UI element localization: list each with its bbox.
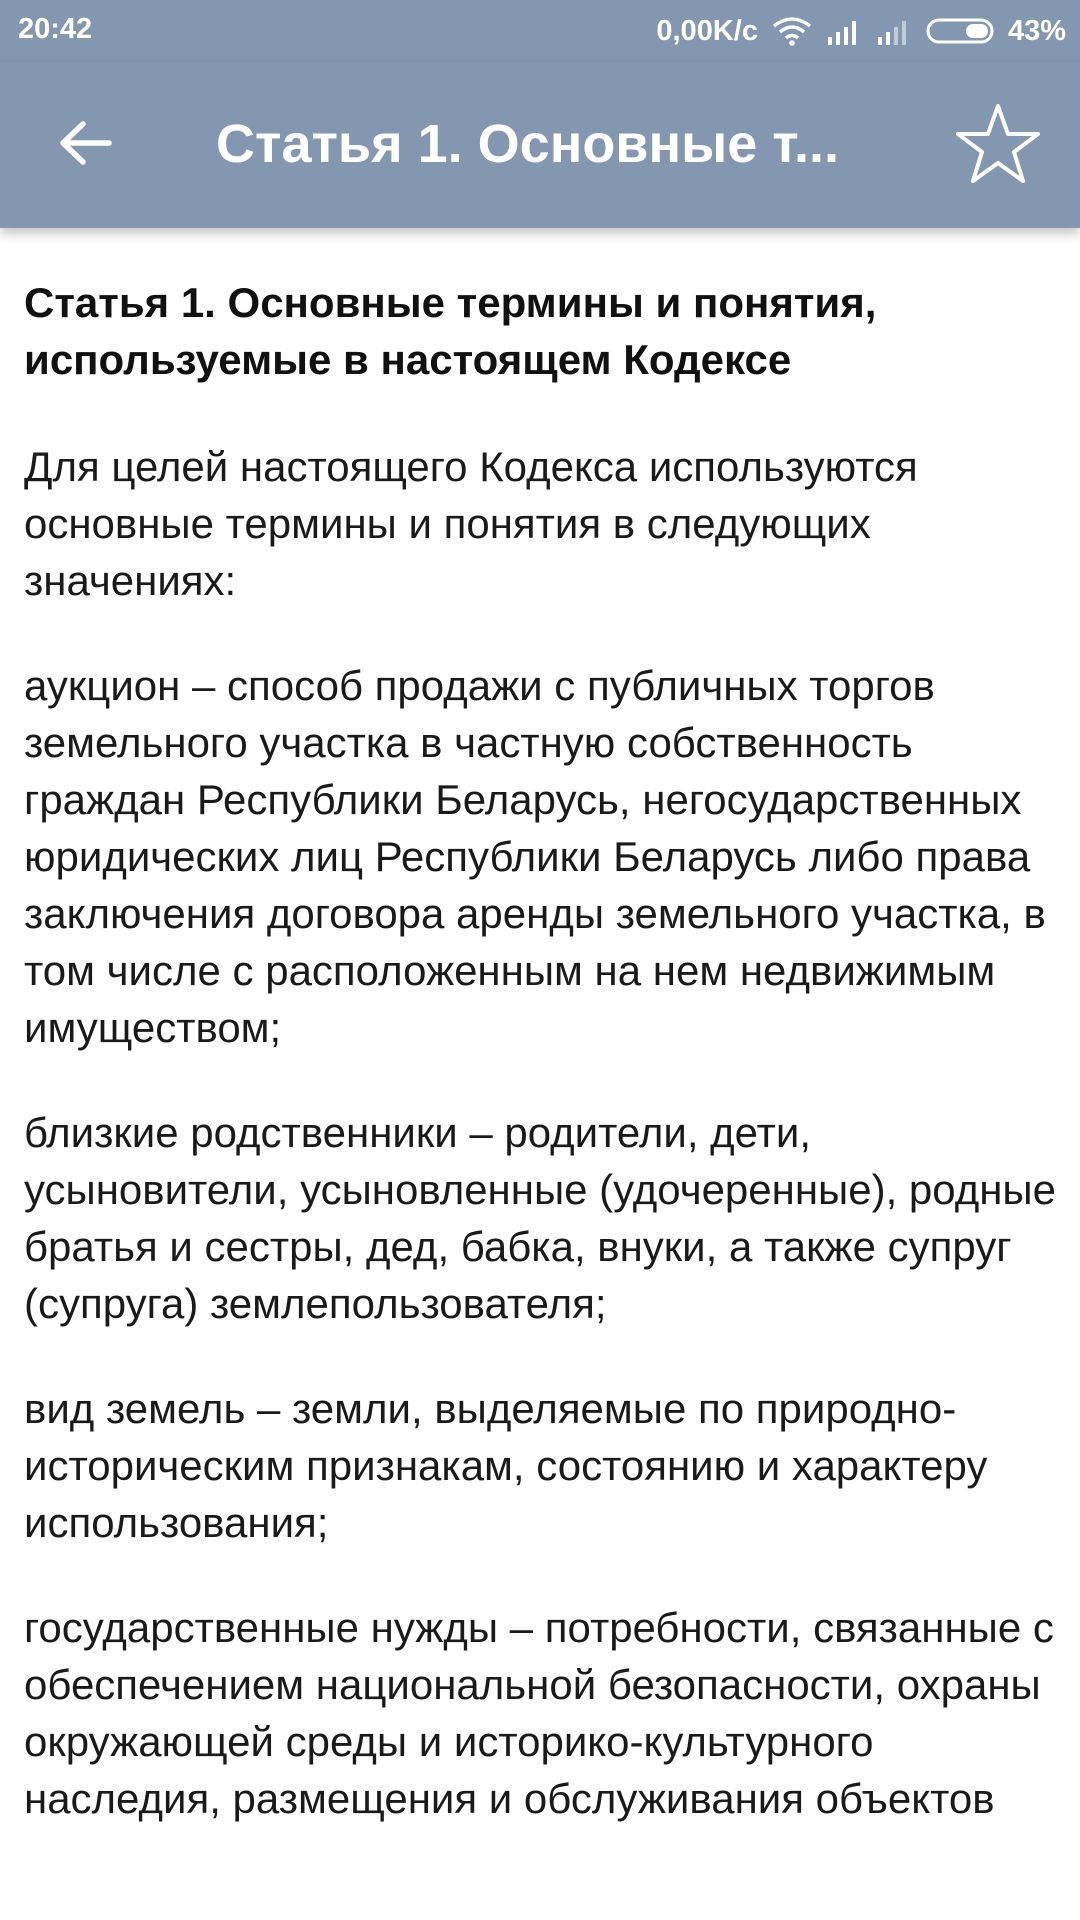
signal-icon-2 (876, 17, 912, 45)
status-time: 20:42 (18, 13, 93, 45)
wifi-icon (772, 16, 812, 46)
article-paragraph: вид земель – земли, выделяемые по природно-историческим признакам, состоянию и характеру использования; (24, 1385, 988, 1546)
network-speed: 0,00K/c (656, 14, 758, 47)
article-paragraph: близкие родственники – родители, дети, усыновители, усыновленные (удочеренные), родные братья и сестры, дед, бабка, внуки, а также супруг (супруга) землепользователя; (24, 1109, 1056, 1327)
battery-icon (926, 17, 998, 45)
arrow-left-icon (57, 119, 113, 172)
article-heading: Статья 1. Основные термины и понятия, используемые в настоящем Кодексе (24, 279, 877, 383)
article-paragraph: государственные нужды – потребности, связанные с обеспечением национальной безопасности, охраны окружающей среды и историко-культурного наследия, размещения и обслуживания объектов (24, 1604, 1054, 1822)
article-content[interactable] (0, 228, 1080, 1920)
battery-percent: 43% (1007, 14, 1066, 47)
article-paragraph: Для целей настоящего Кодекса используются основные термины и понятия в следующих значениях: (24, 443, 918, 604)
star-outline-icon (954, 102, 1042, 191)
app-bar (0, 62, 1080, 228)
page-title: Статья 1. Основные т... (216, 114, 839, 174)
status-bar (0, 0, 1080, 62)
battery-indicator (926, 15, 1066, 48)
back-button[interactable] (40, 100, 130, 190)
status-indicators (656, 12, 1066, 50)
favorite-button[interactable] (950, 98, 1046, 194)
signal-icon (826, 17, 862, 45)
article-paragraph: аукцион – способ продажи с публичных торгов земельного участка в частную собственность граждан Республики Беларусь, негосударственных юридических лиц Республики Беларусь либо права заключения договора аренды земельного участка, в том числе с расположенным на нем недвижимым имуществом; (24, 662, 1046, 1051)
